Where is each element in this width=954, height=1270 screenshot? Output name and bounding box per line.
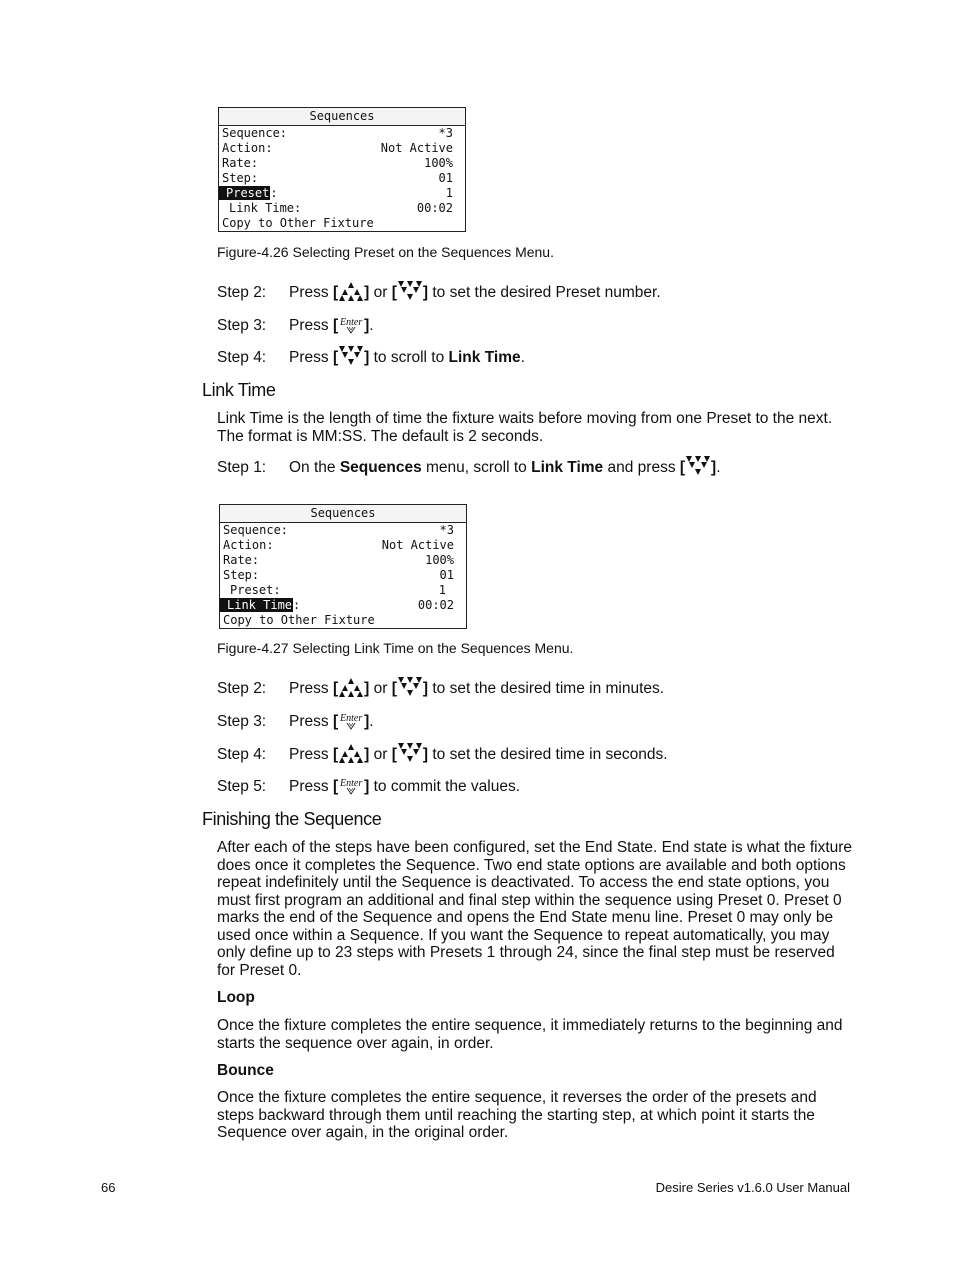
sequences-menu-figure-1 [218,107,466,232]
menu-row: Sequence: *3 [222,126,453,140]
down-button-icon [397,677,423,697]
paragraph: After each of the steps have been configured, set the End State. End state is what the fixture does once it completes the Sequence. Two end state options are available and both options repeat indefinitely until the Sequence is deactivated. To access the end state options, you must first program an additional and final step within the sequence using Preset 0. Preset 0 marks the end of the Sequence and opens the End State menu line. Preset 0 may only be used once within a Sequence. If you want the Sequence to repeat automatically, you may only define up to 23 steps with Presets 1 through 24, since the final step must be reserved for Preset 0. [217,839,853,979]
menu-row: Rate: 100% [223,553,454,567]
up-button-icon [338,677,364,697]
down-button-icon [338,346,364,366]
menu-highlight: Link Time [220,598,293,612]
menu-title: Sequences [219,108,465,126]
paragraph: Once the fixture completes the entire sequence, it immediately returns to the beginning and starts the sequence over again, in order. [217,1017,843,1052]
svg-text:Enter: Enter [340,778,363,789]
menu-row-selected: Preset: 1 [219,186,465,201]
menu-row: Link Time: 00:02 [229,201,453,215]
step: Step 4: Press [ ] or [ ] to set the desired time in seconds. [217,743,668,767]
menu-row: Action: Not Active [223,538,454,552]
subheading-loop: Loop [217,989,255,1006]
step: Step 1: On the Sequences menu, scroll to Link Time and press [ ]. [217,456,721,480]
sequences-menu-figure-2 [219,504,467,629]
step: Step 4: Press [ ] to scroll to Link Time. [217,346,661,370]
enter-button-icon [338,314,364,334]
menu-row: Rate: 100% [222,156,453,170]
steps-list [217,677,668,799]
section-heading: Link Time [202,380,276,400]
menu-row: Action: Not Active [222,141,453,155]
menu-row: Copy to Other Fixture [222,216,374,230]
up-button-icon [338,281,364,301]
paragraph: Once the fixture completes the entire sequence, it reverses the order of the presets and steps backward through them until reaching the starting step, at which point it starts the Sequence over again, in the original order. [217,1089,817,1141]
step: Step 5: Press [ Enter ] to commit the values. [217,775,668,799]
section-heading: Finishing the Sequence [202,809,382,829]
figure-caption: Figure-4.26 Selecting Preset on the Sequences Menu. [217,244,554,260]
step: Step 2: Press [ ] or [ ] to set the desired Preset number. [217,281,661,305]
down-button-icon [397,281,423,301]
menu-row: Copy to Other Fixture [223,613,375,627]
steps-list [217,281,661,370]
step: Step 3: Press [ Enter ]. [217,710,668,734]
menu-row-selected: Link Time: 00:02 [220,598,466,613]
up-button-icon [338,743,364,763]
step: Step 3: Press [ Enter ]. [217,314,661,338]
down-button-icon [685,456,711,476]
svg-text:Enter: Enter [340,713,363,724]
menu-row: Step: 01 [222,171,453,185]
subheading-bounce: Bounce [217,1062,274,1079]
down-button-icon [397,743,423,763]
page-number: 66 [101,1180,116,1195]
menu-row: Step: 01 [223,568,454,582]
menu-row: Sequence: *3 [223,523,454,537]
enter-button-icon [338,710,364,730]
enter-button-icon [338,775,364,795]
menu-title: Sequences [220,505,466,523]
menu-highlight: Preset [219,186,270,200]
paragraph: Link Time is the length of time the fixture waits before moving from one Preset to the next. The format is MM:SS. The default is 2 seconds. [217,410,833,445]
figure-caption: Figure-4.27 Selecting Link Time on the Sequences Menu. [217,640,574,656]
step: Step 2: Press [ ] or [ ] to set the desired time in minutes. [217,677,668,701]
menu-row: Preset: 1 [230,583,446,597]
svg-text:Enter: Enter [340,317,363,328]
manual-title: Desire Series v1.6.0 User Manual [655,1180,850,1195]
